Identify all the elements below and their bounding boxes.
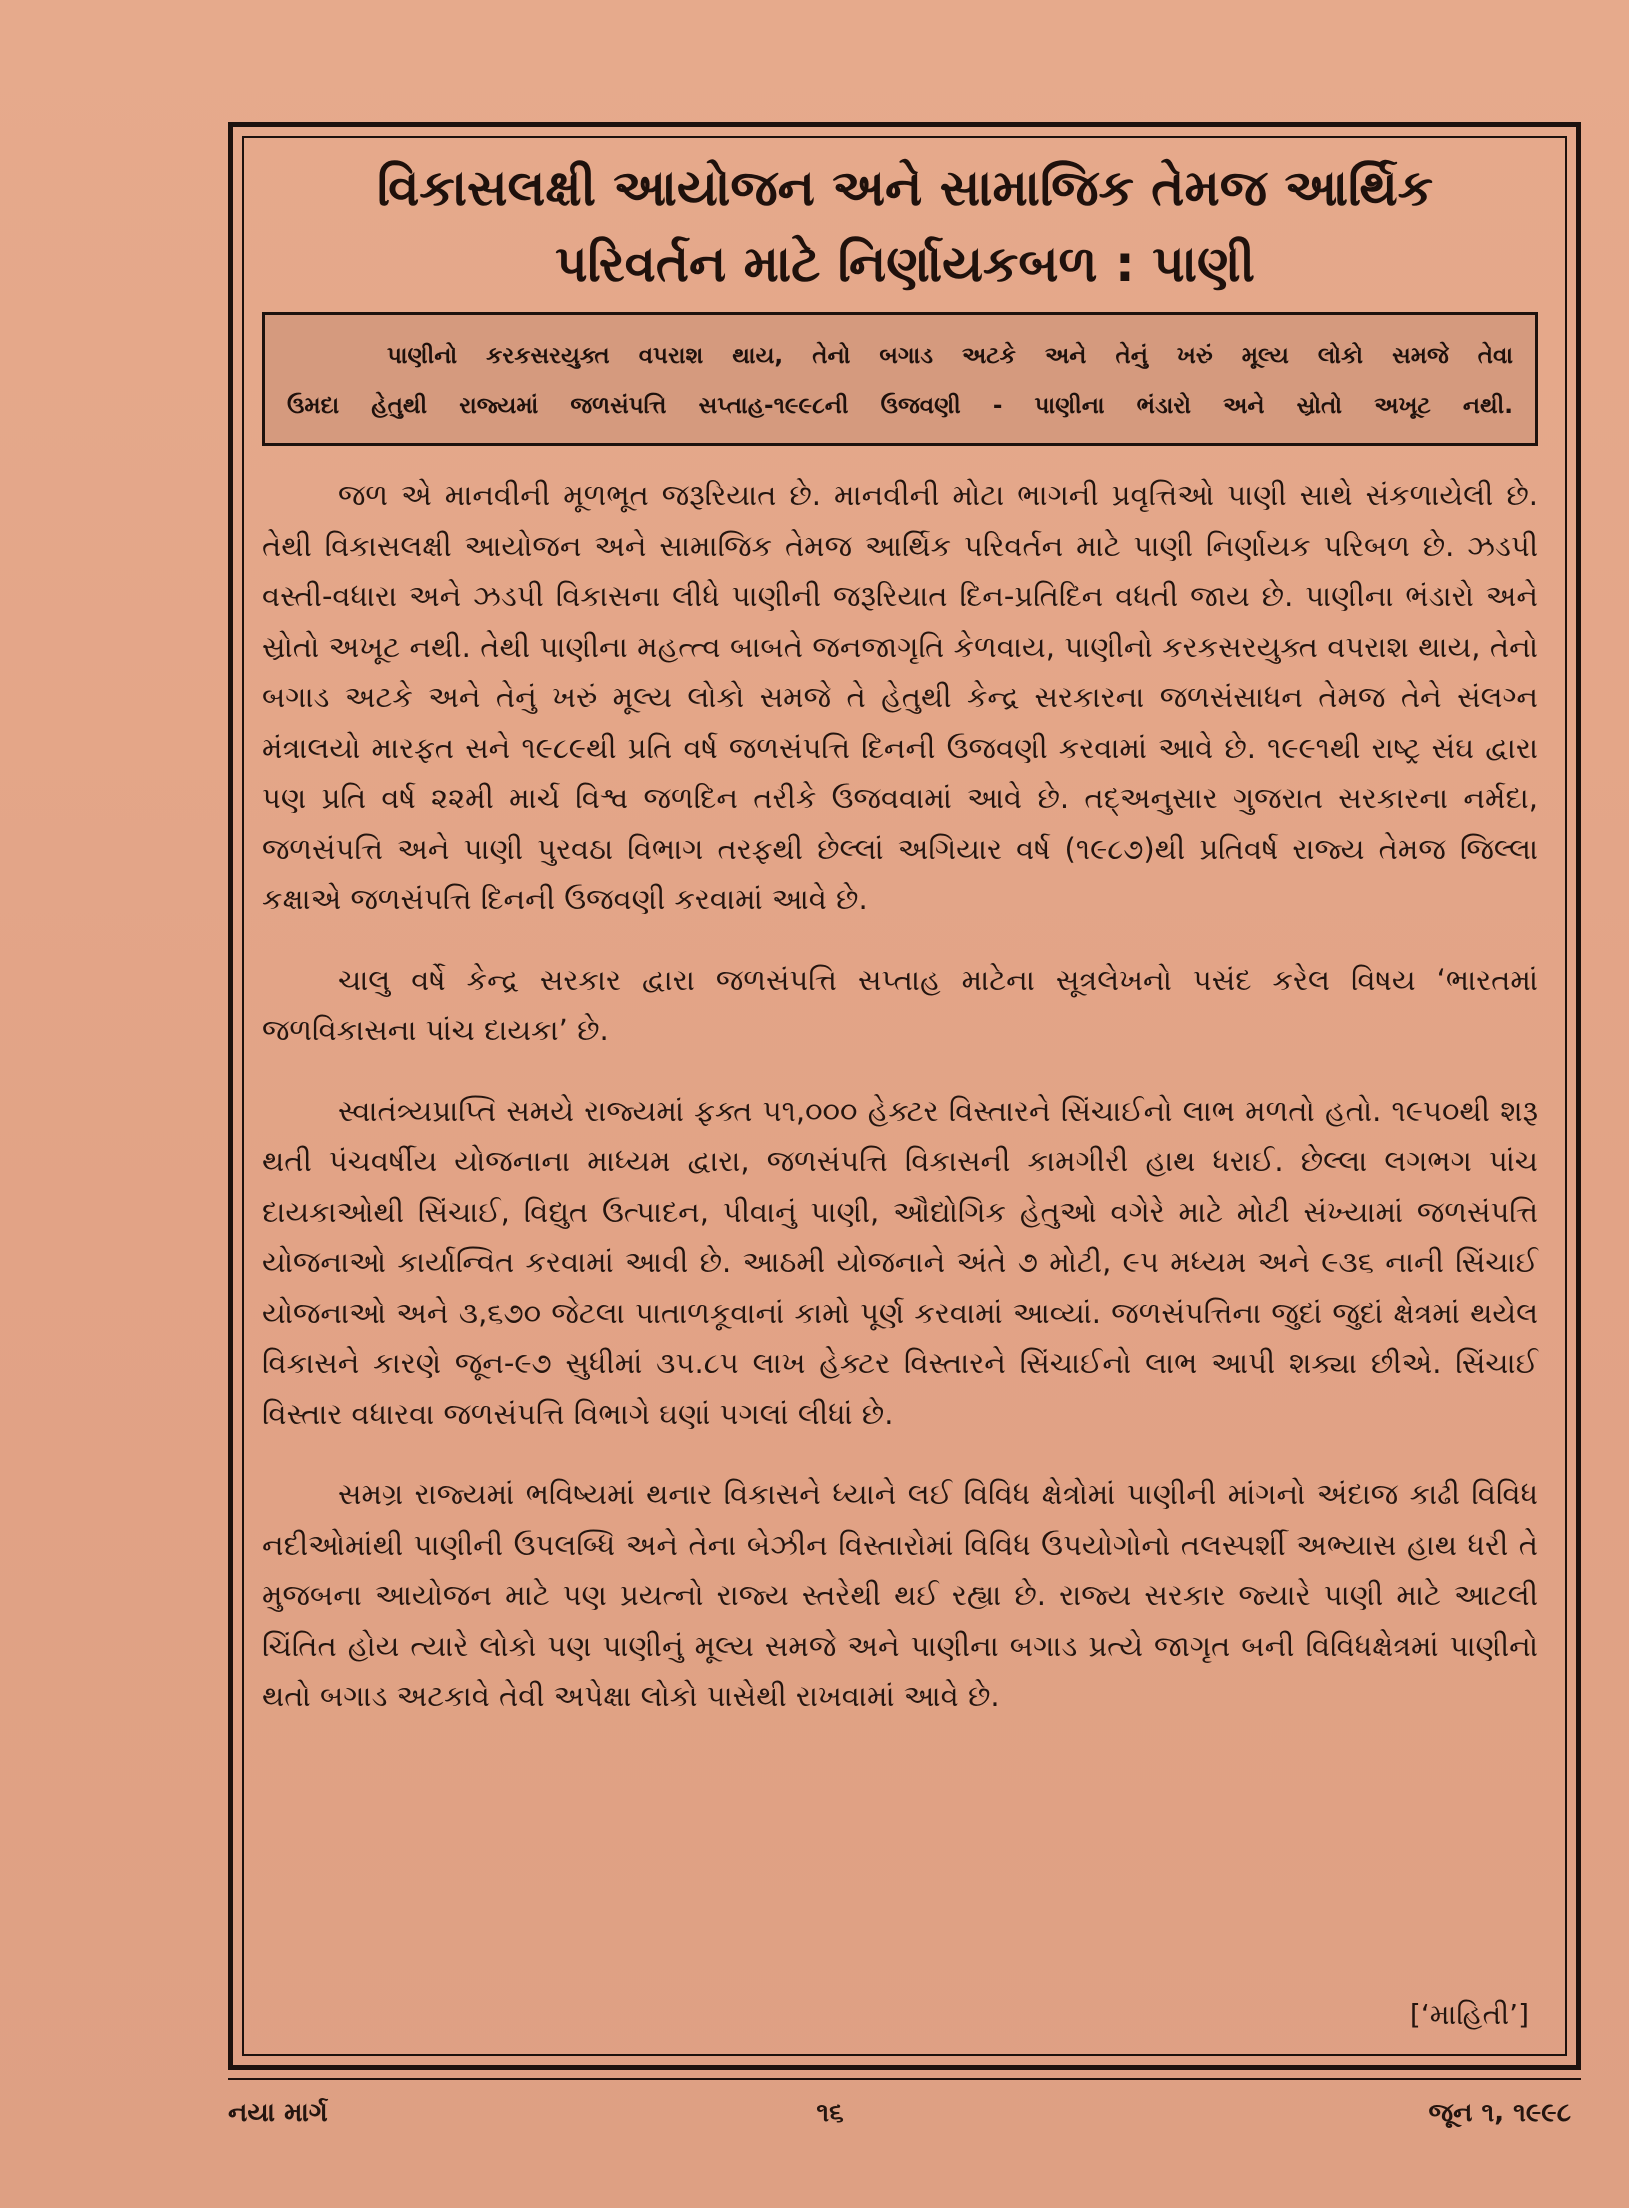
article-summary-line-1: પાણીનો કરકસરયુક્ત વપરાશ થાય, તેનો બગાડ અટકે અને તેનું ખરું મૂલ્ય લોકો સમજે તેવા [387,343,1513,369]
article-paragraph-1: જળ એ માનવીની મૂળભૂત જરૂરિયાત છે. માનવીની મોટા ભાગની પ્રવૃત્તિઓ પાણી સાથે સંકળાયેલી છે. તેથી વિકાસલક્ષી આયોજન અને સામાજિક તેમજ આર્થિક પરિવર્તન માટે પાણી નિર્ણાયક પરિબળ છે. ઝડપી વસ્તી-વધારા અને ઝડપી વિકાસના લીધે પાણીની જરૂરિયાત દિન-પ્રતિદિન વધતી જાય છે. પાણીના ભંડારો અને સ્રોતો અખૂટ નથી. તેથી પાણીના મહત્ત્વ બાબતે જનજાગૃતિ કેળવાય, પાણીનો કરકસરયુક્ત વપરાશ થાય, તેનો બગાડ અટકે અને તેનું ખરું મૂલ્ય લોકો સમજે તે હેતુથી કેન્દ્ર સરકારના જળસંસાધન તેમજ તેને સંલગ્ન મંત્રાલયો મારફત સને ૧૯૮૯થી પ્રતિ વર્ષ જળસંપત્તિ દિનની ઉજવણી કરવામાં આવે છે. ૧૯૯૧થી રાષ્ટ્ર સંઘ દ્વારા પણ પ્રતિ વર્ષ ૨૨મી માર્ચ વિશ્વ જળદિન તરીકે ઉજવવામાં આવે છે. તદ્અનુસાર ગુજરાત સરકારના નર્મદા, જળસંપત્તિ અને પાણી પુરવઠા વિભાગ તરફથી છેલ્લાં અગિયાર વર્ષ (૧૯૮૭)થી પ્રતિવર્ષ રાજ્ય તેમજ જિલ્લા કક્ષાએ જળસંપત્તિ દિનની ઉજવણી કરવામાં આવે છે. [262,478,1538,916]
article-paragraph-3: સ્વાતંત્ર્યપ્રાપ્તિ સમયે રાજ્યમાં ફક્ત ૫૧,૦૦૦ હેક્ટર વિસ્તારને સિંચાઈનો લાભ મળતો હતો. ૧૯૫૦થી શરૂ થતી પંચવર્ષીય યોજનાના માધ્યમ દ્વારા, જળસંપત્તિ વિકાસની કામગીરી હાથ ધરાઈ. છેલ્લા લગભગ પાંચ દાયકાઓથી સિંચાઈ, વિદ્યુત ઉત્પાદન, પીવાનું પાણી, ઔદ્યોગિક હેતુઓ વગેરે માટે મોટી સંખ્યામાં જળસંપત્તિ યોજનાઓ કાર્યાન્વિત કરવામાં આવી છે. આઠમી યોજનાને અંતે ૭ મોટી, ૯૫ મધ્યમ અને ૯૩૬ નાની સિંચાઈ યોજનાઓ અને ૩,૬૭૦ જેટલા પાતાળકૂવાનાં કામો પૂર્ણ કરવામાં આવ્યાં. જળસંપત્તિના જુદાં જુદાં ક્ષેત્રમાં થયેલ વિકાસને કારણે જૂન-૯૭ સુધીમાં ૩૫.૮૫ લાખ હેક્ટર વિસ્તારને સિંચાઈનો લાભ આપી શક્યા છીએ. સિંચાઈ વિસ્તાર વધારવા જળસંપત્તિ વિભાગે ઘણાં પગલાં લીધાં છે. [262,1093,1538,1431]
article-title-line-1: વિકાસલક્ષી આયોજન અને સામાજિક તેમજ આર્થિક [376,159,1434,217]
footer-divider [228,2078,1581,2080]
footer-magazine-name: નયા માર્ગ [228,2098,328,2128]
article-title [270,150,1540,302]
article-title-line-2: પરિવર્તન માટે નિર્ણાયકબળ : પાણી [555,235,1255,293]
article-paragraph-2: ચાલુ વર્ષે કેન્દ્ર સરકાર દ્વારા જળસંપત્તિ સપ્તાહ માટેના સૂત્રલેખનો પસંદ કરેલ વિષય ‘ભારતમાં જળવિકાસના પાંચ દાયકા’ છે. [262,962,1538,1047]
article-body [262,470,1538,1752]
article-summary-box [262,312,1538,446]
footer-issue-date: જૂન ૧, ૧૯૯૮ [1428,2098,1571,2128]
article-summary-line-2: ઉમદા હેતુથી રાજ્યમાં જળસંપત્તિ સપ્તાહ-૧૯૯૮ની ઉજવણી - પાણીના ભંડારો અને સ્રોતો અખૂટ નથી. [287,393,1513,419]
article-summary [287,331,1513,431]
footer-page-number: ૧૬ [816,2098,844,2128]
article-source-credit: [‘માહિતી’] [1409,1998,1529,2031]
article-paragraph-4: સમગ્ર રાજ્યમાં ભવિષ્યમાં થનાર વિકાસને ધ્યાને લઈ વિવિધ ક્ષેત્રોમાં પાણીની માંગનો અંદાજ કાઢી વિવિધ નદીઓમાંથી પાણીની ઉપલબ્ધિ અને તેના બેઝીન વિસ્તારોમાં વિવિધ ઉપયોગોનો તલસ્પર્શી અભ્યાસ હાથ ધરી તે મુજબના આયોજન માટે પણ પ્રયત્નો રાજ્ય સ્તરેથી થઈ રહ્યા છે. રાજ્ય સરકાર જ્યારે પાણી માટે આટલી ચિંતિત હોય ત્યારે લોકો પણ પાણીનું મૂલ્ય સમજે અને પાણીના બગાડ પ્રત્યે જાગૃત બની વિવિધક્ષેત્રમાં પાણીનો થતો બગાડ અટકાવે તેવી અપેક્ષા લોકો પાસેથી રાખવામાં આવે છે. [262,1477,1538,1713]
